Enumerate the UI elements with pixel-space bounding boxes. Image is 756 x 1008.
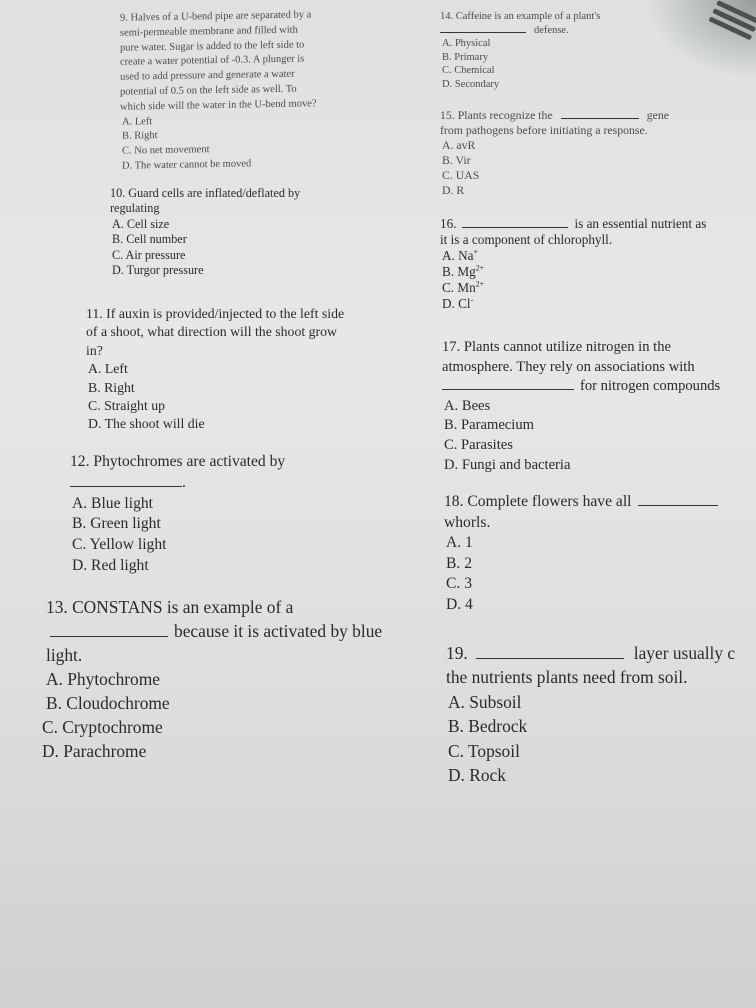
answer-option: C. No net movement bbox=[122, 144, 210, 157]
answer-option: B. Green light bbox=[72, 515, 161, 533]
answer-blank bbox=[638, 505, 718, 506]
answer-option: A. Physical bbox=[442, 38, 491, 50]
period: . bbox=[182, 473, 186, 491]
question-12 bbox=[70, 452, 285, 577]
answer-option: A. Phytochrome bbox=[46, 669, 160, 689]
question-text-line: regulating bbox=[110, 201, 160, 216]
answer-option: C. Chemical bbox=[442, 65, 495, 77]
question-11 bbox=[86, 305, 344, 434]
answer-option: D. Secondary bbox=[442, 78, 500, 90]
answer-option: C. Yellow light bbox=[72, 536, 167, 554]
answer-option: B. Bedrock bbox=[448, 716, 528, 737]
answer-option: A. Left bbox=[122, 115, 153, 128]
question-text-line bbox=[442, 377, 720, 397]
question-text: gene bbox=[646, 108, 669, 122]
question-text-line: light. bbox=[46, 645, 83, 665]
question-text-line: used to add pressure and generate a water bbox=[120, 68, 295, 83]
answer-option: A. Cell size bbox=[112, 216, 170, 231]
question-text-line: whorls. bbox=[444, 513, 491, 531]
question-stem: 13. CONSTANS is an example of a bbox=[46, 597, 294, 617]
answer-option: D. Cl- bbox=[442, 295, 474, 311]
question-19 bbox=[446, 641, 735, 787]
answer-option: C. $Mn^{2+}$ bbox=[442, 279, 485, 295]
answer-blank bbox=[476, 658, 624, 659]
answer-option: C. UAS bbox=[442, 168, 480, 182]
answer-option: A. 1 bbox=[446, 534, 473, 552]
answer-option: B. 2 bbox=[446, 554, 472, 572]
answer-option: D. The shoot will die bbox=[88, 416, 205, 432]
question-stem bbox=[440, 108, 669, 123]
answer-blank bbox=[462, 227, 568, 228]
answer-option: B. Cloudochrome bbox=[46, 693, 170, 713]
answer-option: A. Left bbox=[88, 361, 128, 377]
answer-option: B. $Mg^{2+}$ bbox=[442, 263, 485, 279]
answer-option: A. Bees bbox=[444, 397, 491, 414]
question-text: defense. bbox=[534, 24, 569, 36]
question-15 bbox=[440, 108, 669, 198]
question-text: 18. Complete flowers have all bbox=[444, 493, 632, 510]
answer-option: B. Paramecium bbox=[444, 417, 534, 434]
question-9 bbox=[120, 8, 317, 174]
answer-option: A. Na+ bbox=[442, 247, 478, 263]
question-text-line: semi-permeable membrane and filled with bbox=[120, 24, 298, 39]
answer-option: B. Right bbox=[88, 379, 135, 395]
question-stem: 14. Caffeine is an example of a plant's bbox=[440, 11, 601, 22]
answer-blank bbox=[561, 118, 639, 119]
answer-option: C. Topsoil bbox=[448, 740, 520, 761]
question-text-line: 10. Guard cells are inflated/deflated by bbox=[110, 186, 301, 200]
question-text: because it is activated by blue bbox=[174, 621, 383, 641]
question-text-line: pure water. Sugar is added to the left side to bbox=[120, 39, 305, 54]
answer-blank bbox=[440, 32, 526, 33]
answer-option: B. Right bbox=[122, 130, 158, 143]
answer-option: B. Primary bbox=[442, 51, 489, 63]
question-number: 16. bbox=[440, 216, 457, 231]
question-text-line: 17. Plants cannot utilize nitrogen in the bbox=[442, 339, 671, 355]
answer-option: C. Air pressure bbox=[112, 247, 186, 262]
question-number: 19. bbox=[446, 643, 468, 663]
answer-option: D. Parachrome bbox=[42, 741, 147, 761]
question-10 bbox=[110, 186, 300, 278]
answer-option: C. 3 bbox=[446, 575, 472, 593]
question-text-line: atmosphere. They rely on associations with bbox=[442, 358, 695, 375]
answer-option: C. Straight up bbox=[88, 398, 166, 414]
answer-option: B. Cell number bbox=[112, 232, 187, 247]
question-text: is an essential nutrient as bbox=[574, 216, 707, 231]
answer-option: D. The water cannot be moved bbox=[122, 158, 252, 172]
answer-blank bbox=[442, 389, 574, 390]
question-16 bbox=[440, 216, 706, 312]
question-stem: 12. Phytochromes are activated by bbox=[70, 453, 286, 470]
question-text-line: the nutrients plants need from soil. bbox=[446, 667, 688, 688]
question-text-line: create a water potential of -0.3. A plunger is bbox=[120, 53, 305, 69]
answer-blank-line bbox=[70, 473, 285, 494]
answer-blank bbox=[50, 636, 168, 637]
question-text-line: which side will the water in the U-bend move? bbox=[120, 98, 317, 113]
answer-option: D. Fungi and bacteria bbox=[444, 456, 571, 473]
question-text-line: from pathogens before initiating a response. bbox=[440, 123, 648, 137]
question-text: for nitrogen compounds bbox=[580, 378, 721, 395]
question-stem bbox=[444, 492, 718, 513]
answer-option: D. R bbox=[442, 183, 465, 197]
question-text-line: it is a component of chlorophyll. bbox=[440, 232, 613, 247]
question-text-line: potential of 0.5 on the left side as well. To bbox=[120, 83, 297, 98]
answer-option: A. avR bbox=[442, 138, 476, 152]
answer-option: D. Rock bbox=[448, 765, 506, 786]
answer-option: A. Blue light bbox=[72, 494, 153, 512]
question-stem bbox=[440, 216, 706, 232]
question-13 bbox=[40, 595, 382, 763]
answer-option: D. Turgor pressure bbox=[112, 263, 204, 278]
question-text: 15. Plants recognize the bbox=[440, 108, 553, 122]
question-text-line bbox=[440, 24, 600, 38]
question-text-line: 9. Halves of a U-bend pipe are separated by a bbox=[120, 9, 312, 24]
question-18 bbox=[444, 492, 718, 616]
answer-option: A. Subsoil bbox=[448, 691, 522, 712]
answer-option: C. Cryptochrome bbox=[42, 717, 163, 737]
question-14 bbox=[440, 10, 600, 92]
question-text-line: 11. If auxin is provided/injected to the left side bbox=[86, 306, 345, 321]
answer-option: D. Red light bbox=[72, 556, 149, 574]
question-text: layer usually c bbox=[633, 643, 736, 663]
question-stem bbox=[446, 641, 735, 665]
question-17 bbox=[442, 338, 720, 475]
answer-option: D. 4 bbox=[446, 595, 473, 613]
answer-option: B. Vir bbox=[442, 153, 471, 167]
question-text-line: in? bbox=[86, 342, 103, 358]
answer-option: C. Parasites bbox=[444, 436, 513, 453]
question-text-line: of a shoot, what direction will the shoot grow bbox=[86, 324, 337, 340]
question-text-line bbox=[40, 619, 382, 643]
